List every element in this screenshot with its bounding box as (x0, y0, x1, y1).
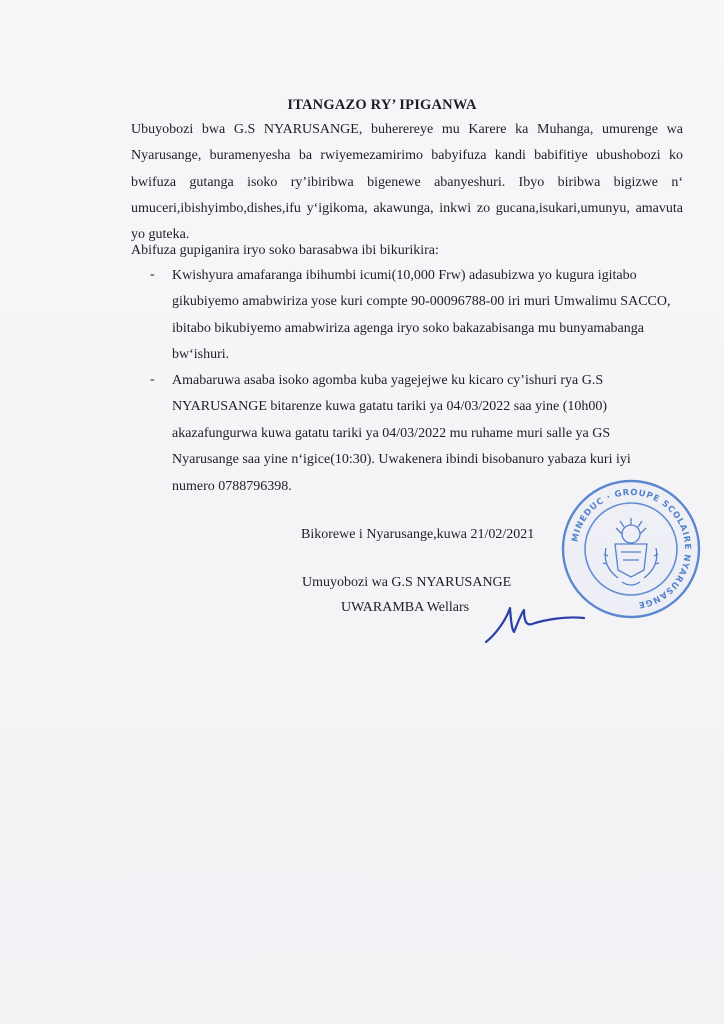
signatory-name: UWARAMBA Wellars (341, 600, 470, 615)
list-item: Amabaruwa asaba isoko agomba kuba yagejejwe ku kicaro cy’ishuri rya G.S NYARUSANGE bitarenze kuwa gatatu tariki ya 04/03/2022 saa yine (10h00) akazafungurwa kuwa gatatu tariki ya 04/03/2022 mu ruhame muri salle ya GS Nyarusange saa yine n‘igice(10:30). Uwakenera ibindi bisobanuro yabaza kuri iyi numero 0788796398. (172, 373, 631, 494)
signature-mark (478, 596, 588, 648)
signatory-title: Umuyobozi wa G.S NYARUSANGE (302, 575, 512, 590)
bullet-marker: - (150, 372, 155, 387)
requirements-intro: Abifuza gupiganira iryo soko barasabwa ibi bikurikira: (131, 243, 439, 258)
svg-text:MINEDUC · GROUPE SCOLAIRE NYAR: MINEDUC · GROUPE SCOLAIRE NYARUSANGE (570, 487, 693, 610)
intro-paragraph: Ubuyobozi bwa G.S NYARUSANGE, buherereye mu Karere ka Muhanga, umurenge wa Nyarusange, buramenyesha ba rwiyemezamirimo babyifuza kandi babifitiye ubushobozi ko bwifuza gutanga isoko ry’ibiribwa bigenewe abanyeshuri. Ibyo biribwa bigizwe n‘ umuceri,ibishyimbo,dishes,ifu y‘igikoma, akawunga, inkwi zo gucana,isukari,umunyu, amavuta yo guteka. (131, 122, 683, 243)
list-item: Kwishyura amafaranga ibihumbi icumi(10,000 Frw) adasubizwa yo kugura igitabo gikubiyemo amabwiriza yose kuri compte 90-00096788-00 iri muri Umwalimu SACCO, ibitabo bikubiyemo amabwiriza agenga iryo soko bakazabisanga mu bunyamabanga bw‘ishuri. (172, 268, 671, 363)
bullet-marker: - (150, 267, 155, 282)
document-title: ITANGAZO RY’ IPIGANWA (287, 97, 477, 113)
place-date: Bikorewe i Nyarusange,kuwa 21/02/2021 (301, 527, 535, 542)
